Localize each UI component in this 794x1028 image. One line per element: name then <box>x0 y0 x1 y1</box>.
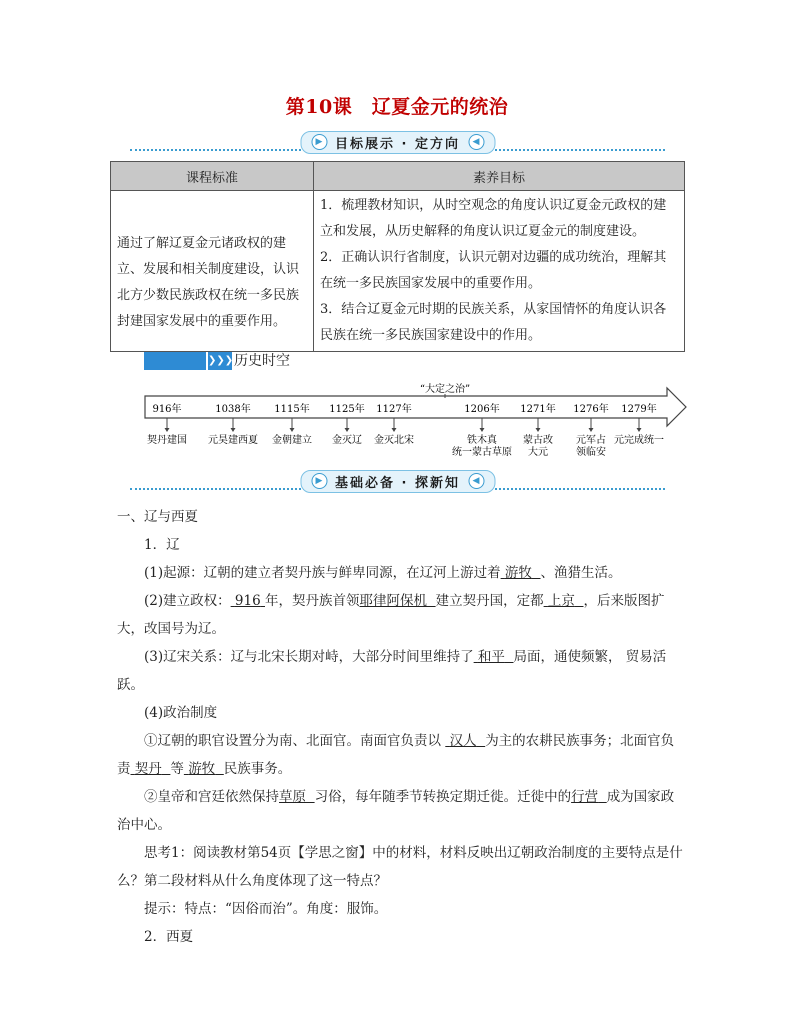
section-banner-goals <box>130 130 665 154</box>
fill-blank: 草原 <box>279 789 306 805</box>
down-arrow-icon <box>637 428 642 432</box>
timeline-year: 1038年 <box>215 404 251 415</box>
down-arrow-icon <box>345 428 350 432</box>
timeline-event-label: 大元 <box>528 447 548 458</box>
lesson-title: 第10课 辽夏金元的统治 <box>285 96 509 118</box>
fill-blank: 游牧 <box>188 761 216 777</box>
fill-blank: 游牧 <box>504 565 532 581</box>
heading-liao-xixia: 一、辽与西夏 <box>117 509 198 525</box>
fill-blank: 耶律阿保机 <box>359 593 427 609</box>
timeline-year: 1276年 <box>573 404 609 415</box>
timeline-event-label: 元昊建西夏 <box>208 435 258 446</box>
timeline-event-label: 金朝建立 <box>272 435 312 446</box>
section-banner-basics <box>130 469 665 493</box>
para-officials: ①辽朝的职官设置分为南、北面官。南面官负责以 汉人 为主的农耕民族事务；北面官负责 契丹 等 游牧 民族事务。 <box>117 733 675 777</box>
para-politics: (4)政治制度 <box>144 705 218 721</box>
triple-chevron-icon: ❯❯❯ <box>208 352 232 370</box>
goal-item: 2．正确认识行省制度，认识元朝对边疆的成功统治，理解其在统一多民族国家发展中的重要作用。 <box>320 250 667 291</box>
hint-answer: 提示：特点：“因俗而治”。角度：服饰。 <box>144 901 388 917</box>
history-timeline <box>140 380 690 465</box>
timeline-event-label: 铁木真 <box>467 435 497 446</box>
fill-blank: 契丹 <box>134 761 162 777</box>
goal-item: 1．梳理教材知识，从时空观念的角度认识辽夏金元政权的建立和发展，从历史解释的角度认识辽夏金元的制度建设。 <box>320 198 667 239</box>
timeline-event-label: 蒙古改 <box>523 435 553 446</box>
down-arrow-icon <box>536 428 541 432</box>
table-header-standard: 课程标准 <box>111 162 314 191</box>
down-arrow-icon <box>589 428 594 432</box>
history-label: 历史时空 <box>234 353 290 369</box>
banner-pill <box>300 131 495 154</box>
banner-text: 基础必备 · 探新知 <box>335 476 460 491</box>
history-label-bar <box>144 352 206 370</box>
timeline-event-label: 领临安 <box>576 447 606 458</box>
fill-blank: 916 <box>234 593 261 609</box>
chevron-right-icon: ▶ <box>311 473 327 489</box>
lesson-body <box>117 503 687 951</box>
para-establish: (2)建立政权： 916 年，契丹族首领耶律阿保机 建立契丹国，定都 上京 ，后来版图扩大，改国号为辽。 <box>117 593 665 637</box>
chevron-right-icon: ▶ <box>311 134 327 150</box>
timeline-year: 1271年 <box>520 404 556 415</box>
down-arrow-icon <box>480 428 485 432</box>
fill-blank: 汉人 <box>449 733 477 749</box>
timeline-year: 1206年 <box>464 404 500 415</box>
goals-table <box>110 161 685 352</box>
timeline-year: 1279年 <box>621 404 657 415</box>
timeline-event-label: 契丹建国 <box>147 435 187 446</box>
fill-blank: 上京 <box>547 593 575 609</box>
down-arrow-icon <box>392 428 397 432</box>
para-court: ②皇帝和宫廷依然保持草原 习俗，每年随季节转换定期迁徙。迁徙中的行营 成为国家政治中心。 <box>117 789 675 833</box>
timeline-year: 1115年 <box>274 404 310 415</box>
timeline-event-label: 金灭北宋 <box>374 435 414 446</box>
chevron-left-icon: ◀ <box>468 473 484 489</box>
down-arrow-icon <box>231 428 236 432</box>
fill-blank: 和平 <box>477 649 505 665</box>
timeline-events <box>147 402 664 458</box>
para-relations: (3)辽宋关系：辽与北宋长期对峙，大部分时间里维持了 和平 局面，通使频繁， 贸易活跃。 <box>117 649 667 693</box>
standard-cell: 通过了解辽夏金元诸政权的建立、发展和相关制度建设，认识北方少数民族政权在统一多民族封建国家发展中的重要作用。 <box>111 191 314 352</box>
down-arrow-icon <box>165 428 170 432</box>
goal-item: 3．结合辽夏金元时期的民族关系，从家国情怀的角度认识各民族在统一多民族国家建设中的作用。 <box>320 302 667 343</box>
timeline-event-label: 元军占 <box>576 435 606 446</box>
down-arrow-icon <box>290 428 295 432</box>
subheading-xixia: 2．西夏 <box>144 929 194 945</box>
table-header-goals: 素养目标 <box>314 162 685 191</box>
banner-pill <box>300 470 495 493</box>
banner-text: 目标展示 · 定方向 <box>335 137 460 152</box>
timeline-event-label: 金灭辽 <box>332 435 362 446</box>
goals-cell <box>314 191 685 352</box>
timeline-annotation: “大定之治” <box>419 384 471 395</box>
timeline-event-label: 元完成统一 <box>614 435 664 446</box>
para-origin: (1)起源：辽朝的建立者契丹族与鲜卑同源，在辽河上游过着 游牧 、渔猎生活。 <box>144 565 622 581</box>
timeline-year: 1127年 <box>376 404 412 415</box>
timeline-event-label: 统一蒙古草原 <box>452 447 512 458</box>
timeline-year: 916年 <box>152 404 182 415</box>
think-question: 思考1：阅读教材第54页【学思之窗】中的材料，材料反映出辽朝政治制度的主要特点是什么？第二段材料从什么角度体现了这一特点？ <box>117 845 683 889</box>
subheading-liao: 1．辽 <box>144 537 180 553</box>
timeline-year: 1125年 <box>329 404 365 415</box>
fill-blank: 行营 <box>571 789 599 805</box>
chevron-left-icon: ◀ <box>468 134 484 150</box>
